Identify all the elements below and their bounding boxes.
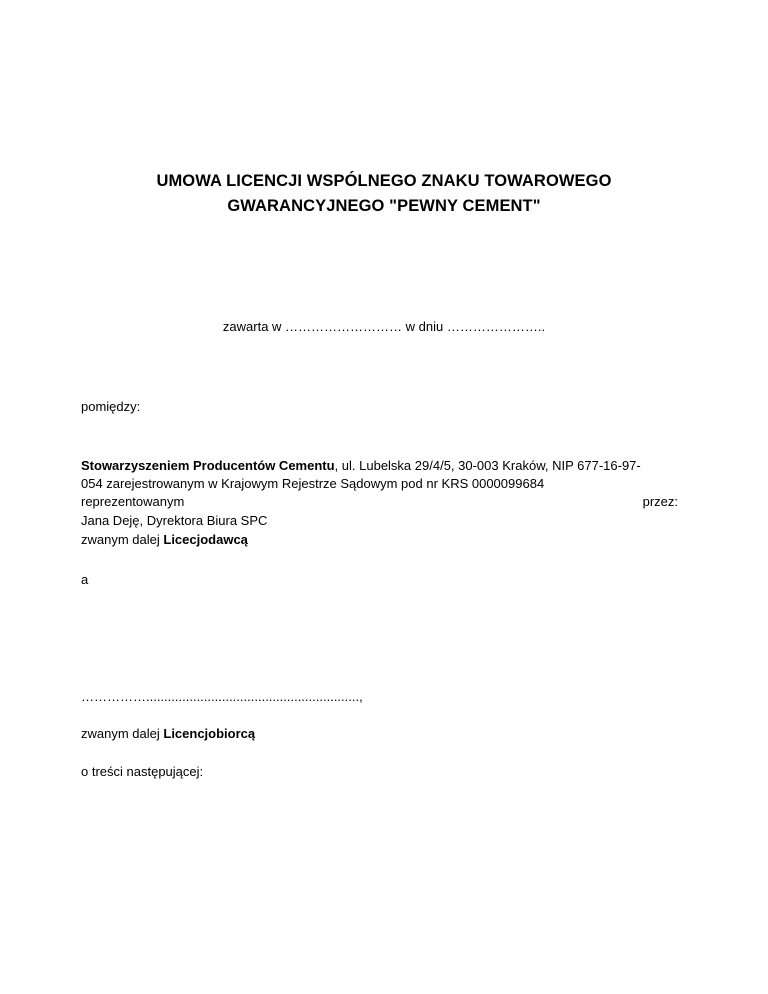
licensor-name: Stowarzyszeniem Producentów Cementu (81, 458, 335, 473)
licensee-blank-line: ……………..........................................................., (81, 689, 363, 704)
licensor-role: Licecjodawcą (163, 532, 248, 547)
document-title-line-1: UMOWA LICENCJI WSPÓLNEGO ZNAKU TOWAROWEGO (156, 172, 612, 190)
licensee-called-prefix: zwanym dalej (81, 726, 164, 741)
licensor-line-1 (81, 458, 641, 473)
and-label: a (81, 572, 89, 587)
concluded-at-line: zawarta w ……………………… w dniu ………………….. (222, 319, 546, 334)
document-title-line-2: GWARANCYJNEGO "PEWNY CEMENT" (227, 197, 541, 215)
licensee-role: Licencjobiorcą (163, 726, 256, 741)
licensor-called-prefix: zwanym dalej (81, 532, 164, 547)
licensor-called-line (81, 532, 248, 547)
licensee-called-line (81, 726, 255, 741)
licensor-line-2: 054 zarejestrowanym w Krajowym Rejestrze Sądowym pod nr KRS 0000099684 (81, 476, 545, 491)
represented-label: reprezentowanym (81, 494, 185, 509)
licensor-address-part1: , ul. Lubelska 29/4/5, 30-003 Kraków, NIP 677-16-97- (334, 458, 641, 473)
between-label: pomiędzy: (81, 399, 141, 414)
represented-by-line (81, 494, 678, 509)
representative-name: Jana Deję, Dyrektora Biura SPC (81, 513, 268, 528)
content-intro: o treści następującej: (81, 764, 204, 779)
by-label: przez: (642, 494, 678, 509)
